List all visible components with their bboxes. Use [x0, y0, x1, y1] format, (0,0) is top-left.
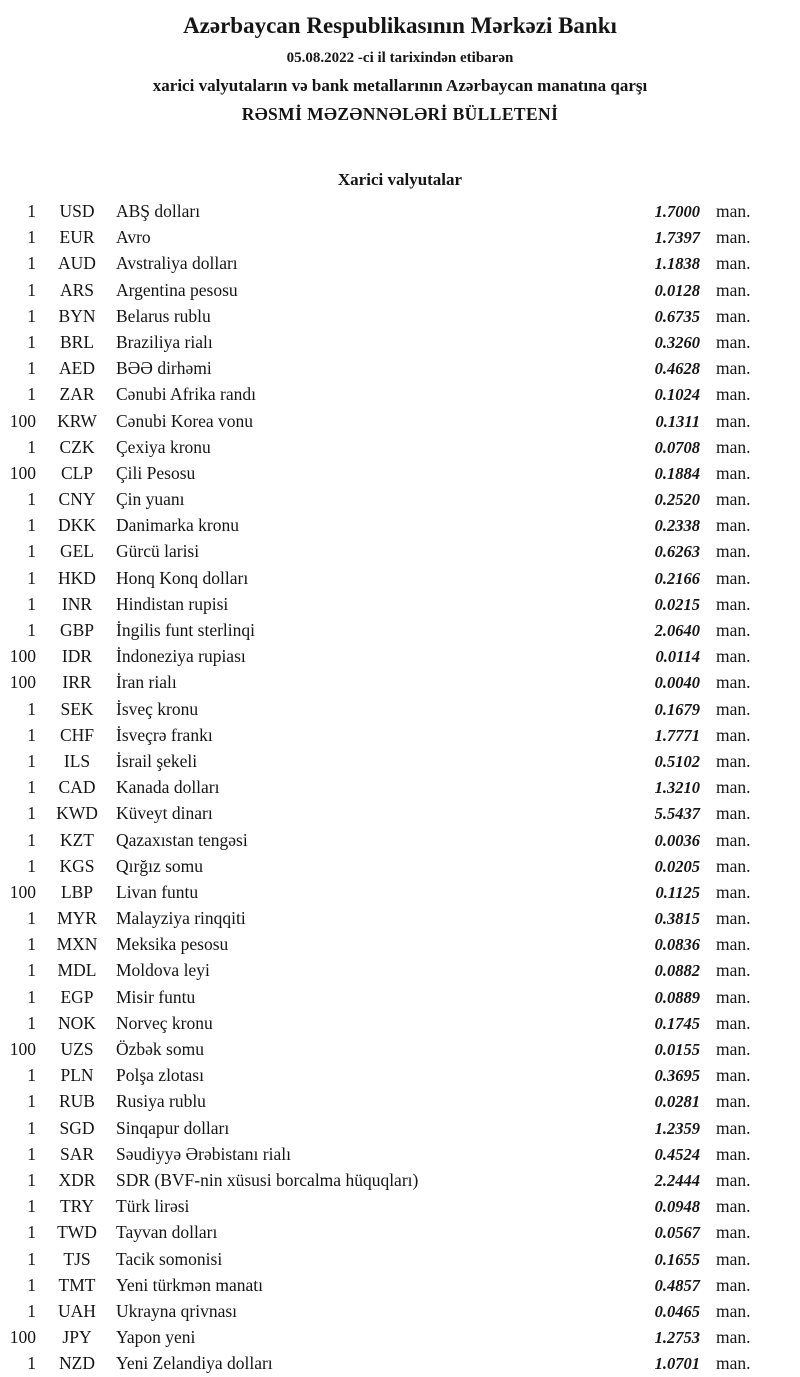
currency-row [0, 408, 800, 434]
currency-rate: 0.3695 [654, 1066, 700, 1086]
currency-rate: 0.4857 [654, 1275, 700, 1295]
currency-name: Livan funtu [116, 881, 199, 902]
currency-quantity: 1 [27, 279, 36, 300]
currency-code: CLP [60, 462, 94, 483]
currency-unit: man. [716, 777, 751, 798]
currency-name: Honq Konq dolları [116, 567, 249, 588]
currency-name: Cənubi Afrika randı [116, 384, 256, 405]
currency-code: GEL [59, 541, 95, 562]
currency-row [0, 460, 800, 486]
currency-rate: 1.2753 [654, 1328, 700, 1348]
currency-unit: man. [716, 672, 751, 693]
currency-quantity: 1 [27, 777, 36, 798]
currency-code: CNY [58, 489, 96, 510]
currency-unit: man. [716, 960, 751, 981]
currency-code: CAD [58, 777, 96, 798]
currency-rate: 1.0701 [654, 1354, 700, 1374]
currency-name: Çili Pesosu [116, 462, 196, 483]
currency-unit: man. [716, 1169, 751, 1190]
currency-row [0, 250, 800, 276]
currency-unit: man. [716, 201, 751, 221]
currency-name: İndoneziya rupiası [116, 646, 246, 667]
currency-name: Belarus rublu [116, 305, 211, 326]
currency-rate: 0.0948 [654, 1197, 700, 1217]
currency-code: TJS [63, 1248, 91, 1269]
currency-rate: 0.0040 [654, 673, 700, 693]
currency-quantity: 1 [27, 803, 36, 824]
currency-unit: man. [716, 803, 751, 824]
currency-rate: 0.0205 [654, 856, 700, 876]
currency-quantity: 1 [27, 960, 36, 981]
currency-code: RUB [59, 1091, 95, 1112]
currency-code: AUD [58, 253, 96, 274]
currency-name: Tayvan dolları [116, 1222, 218, 1243]
currency-quantity: 1 [27, 855, 36, 876]
currency-quantity: 1 [27, 829, 36, 850]
currency-unit: man. [716, 881, 751, 902]
currency-rate: 0.0708 [654, 437, 700, 457]
currency-code: KWD [56, 803, 98, 824]
currency-unit: man. [716, 750, 751, 771]
currency-name: İsveçrə frankı [116, 724, 213, 745]
currency-code: KZT [59, 829, 95, 850]
currency-unit: man. [716, 1300, 751, 1321]
currency-unit: man. [716, 620, 751, 640]
currency-row [0, 1219, 800, 1245]
currency-quantity: 100 [9, 646, 36, 667]
currency-unit: man. [716, 1196, 751, 1217]
currency-name: Yeni Zelandiya dolları [116, 1353, 273, 1374]
currency-row [0, 879, 800, 905]
currency-code: GBP [59, 620, 95, 640]
currency-quantity: 1 [27, 489, 36, 510]
currency-unit: man. [716, 855, 751, 876]
currency-quantity: 100 [9, 1039, 36, 1059]
currency-rate: 0.4628 [654, 359, 700, 379]
currency-row [0, 827, 800, 853]
currency-row [0, 512, 800, 538]
currency-row [0, 381, 800, 407]
currency-rate: 0.0889 [654, 987, 700, 1007]
currency-row [0, 538, 800, 564]
currency-unit: man. [716, 829, 751, 850]
currency-name: Kanada dolları [116, 777, 220, 798]
currency-code: UAH [58, 1300, 96, 1321]
currency-unit: man. [716, 462, 751, 483]
currency-row [0, 1010, 800, 1036]
currency-quantity: 1 [27, 384, 36, 405]
currency-rate: 0.3260 [654, 332, 700, 352]
currency-name: Ukrayna qrivnası [116, 1300, 238, 1321]
currency-unit: man. [716, 1222, 751, 1243]
currency-name: Sinqapur dolları [116, 1117, 230, 1138]
currency-row [0, 355, 800, 381]
currency-row [0, 198, 800, 224]
currency-name: Braziliya rialı [116, 331, 213, 352]
currency-rate: 0.1745 [654, 1013, 700, 1033]
currency-code: CZK [59, 436, 95, 457]
currency-code: EUR [59, 227, 95, 248]
currency-unit: man. [716, 593, 751, 614]
currency-name: Hindistan rupisi [116, 593, 229, 614]
currency-code: BRL [59, 331, 95, 352]
currency-code: MXN [56, 934, 98, 955]
currency-code: EGP [60, 986, 94, 1007]
currency-row [0, 1036, 800, 1062]
currency-quantity: 1 [27, 1143, 36, 1164]
currency-unit: man. [716, 1327, 751, 1348]
currency-name: Qırğız somu [116, 855, 204, 876]
currency-name: Yeni türkmən manatı [116, 1274, 263, 1295]
currency-row [0, 617, 800, 643]
currency-name: Cənubi Korea vonu [116, 410, 254, 431]
currency-code: KRW [57, 410, 97, 431]
currency-quantity: 1 [27, 698, 36, 719]
currency-quantity: 1 [27, 908, 36, 929]
currency-quantity: 1 [27, 515, 36, 536]
currency-quantity: 1 [27, 331, 36, 352]
currency-row [0, 722, 800, 748]
currency-quantity: 100 [9, 881, 36, 902]
effective-date-line: 05.08.2022 -ci il tarixindən etibarən [286, 50, 514, 66]
currency-quantity: 1 [27, 593, 36, 614]
currency-unit: man. [716, 305, 751, 326]
currency-name: Polşa zlotası [116, 1065, 204, 1086]
currency-name: İsrail şekeli [116, 750, 198, 771]
currency-code: BYN [58, 305, 96, 326]
currency-quantity: 100 [9, 672, 36, 693]
currency-code: SEK [60, 698, 94, 719]
currency-name: Çin yuanı [116, 489, 185, 510]
bulletin-title: RƏSMİ MƏZƏNNƏLƏRİ BÜLLETENİ [241, 104, 559, 124]
currency-name: Özbək somu [116, 1039, 204, 1059]
currency-row [0, 1141, 800, 1167]
currency-rate: 0.6735 [654, 306, 700, 326]
currency-quantity: 1 [27, 436, 36, 457]
currency-rate: 0.0281 [654, 1092, 700, 1112]
currency-rate: 2.2444 [654, 1170, 700, 1190]
currency-quantity: 1 [27, 1091, 36, 1112]
currency-rate: 0.6263 [654, 542, 700, 562]
currency-quantity: 1 [27, 620, 36, 640]
currency-name: Norveç kronu [116, 1012, 213, 1033]
currency-row [0, 1088, 800, 1114]
currency-row [0, 591, 800, 617]
currency-rate: 0.0882 [654, 961, 700, 981]
currency-code: NOK [58, 1012, 96, 1033]
currency-rate: 0.2520 [654, 490, 700, 510]
currency-quantity: 1 [27, 1117, 36, 1138]
currency-rate: 0.0114 [655, 647, 700, 667]
currency-code: IDR [61, 646, 93, 667]
currency-rate: 0.1024 [654, 385, 700, 405]
currency-code: PLN [60, 1065, 94, 1086]
bank-name: Azərbaycan Respublikasının Mərkəzi Bankı [183, 13, 617, 38]
currency-rate: 2.0640 [654, 621, 700, 640]
currency-code: JPY [62, 1327, 92, 1348]
currency-name: Yapon yeni [116, 1327, 196, 1348]
currency-code: UZS [60, 1039, 94, 1059]
currency-code: MYR [57, 908, 97, 929]
currency-name: İran rialı [116, 672, 177, 693]
currency-unit: man. [716, 410, 751, 431]
currency-quantity: 1 [27, 1012, 36, 1033]
currency-row [0, 1350, 800, 1376]
currency-row [0, 565, 800, 591]
currency-rate: 0.0215 [654, 594, 700, 614]
currency-quantity: 1 [27, 1196, 36, 1217]
currency-quantity: 1 [27, 1274, 36, 1295]
currency-rate: 0.0836 [654, 935, 700, 955]
currency-row [0, 984, 800, 1010]
currency-unit: man. [716, 1091, 751, 1112]
currency-unit: man. [716, 253, 751, 274]
currency-name: Malayziya rinqqiti [116, 908, 246, 929]
currency-quantity: 1 [27, 253, 36, 274]
currency-rate: 5.5437 [654, 804, 700, 824]
currency-rate: 0.0155 [654, 1040, 700, 1059]
currency-code: TWD [57, 1222, 97, 1243]
currency-quantity: 1 [27, 358, 36, 379]
currency-quantity: 1 [27, 1169, 36, 1190]
currency-unit: man. [716, 986, 751, 1007]
currency-code: TMT [58, 1274, 96, 1295]
currency-rate: 0.2166 [654, 568, 700, 588]
currency-code: MDL [57, 960, 97, 981]
currency-unit: man. [716, 724, 751, 745]
currency-row [0, 643, 800, 669]
currency-unit: man. [716, 934, 751, 955]
currency-rate: 1.2359 [654, 1118, 700, 1138]
currency-row [0, 800, 800, 826]
currency-row [0, 853, 800, 879]
currency-code: ILS [63, 750, 91, 771]
currency-quantity: 1 [27, 227, 36, 248]
currency-quantity: 1 [27, 1300, 36, 1321]
currency-unit: man. [716, 646, 751, 667]
currency-name: Qazaxıstan tengəsi [116, 829, 248, 850]
currency-rate: 0.5102 [654, 751, 700, 771]
currency-row [0, 1193, 800, 1219]
currency-unit: man. [716, 436, 751, 457]
currency-code: LBP [60, 881, 94, 902]
currency-rate: 1.3210 [654, 778, 700, 798]
currency-name: BƏƏ dirhəmi [116, 358, 212, 379]
currency-quantity: 1 [27, 1353, 36, 1374]
currency-quantity: 100 [9, 410, 36, 431]
currency-unit: man. [716, 567, 751, 588]
currency-unit: man. [716, 1143, 751, 1164]
currency-unit: man. [716, 1065, 751, 1086]
currency-row [0, 774, 800, 800]
currency-name: Tacik somonisi [116, 1248, 223, 1269]
currency-code: ZAR [59, 384, 95, 405]
currency-unit: man. [716, 908, 751, 929]
currency-quantity: 1 [27, 201, 36, 221]
currency-code: AED [59, 358, 95, 379]
currency-quantity: 1 [27, 934, 36, 955]
currency-name: Rusiya rublu [116, 1091, 206, 1112]
section-title-foreign-currencies: Xarici valyutalar [337, 170, 463, 189]
currency-row [0, 224, 800, 250]
currency-row [0, 434, 800, 460]
currency-unit: man. [716, 489, 751, 510]
currency-code: IRR [62, 672, 92, 693]
currency-code: ARS [59, 279, 95, 300]
currency-code: DKK [58, 515, 96, 536]
currency-rate: 1.7397 [654, 228, 700, 248]
currency-quantity: 1 [27, 1248, 36, 1269]
document-header [0, 12, 800, 125]
currency-rate: 0.0567 [654, 1223, 700, 1243]
currency-rate: 1.7771 [654, 725, 700, 745]
currency-rate: 0.4524 [654, 1144, 700, 1164]
currency-name: İsveç kronu [116, 698, 199, 719]
currency-table [0, 198, 800, 1376]
currency-quantity: 100 [9, 1327, 36, 1348]
currency-quantity: 1 [27, 724, 36, 745]
currency-name: Meksika pesosu [116, 934, 229, 955]
currency-rate: 0.1679 [654, 699, 700, 719]
currency-unit: man. [716, 358, 751, 379]
currency-name: Çexiya kronu [116, 436, 211, 457]
currency-unit: man. [716, 331, 751, 352]
currency-name: Avstraliya dolları [116, 253, 238, 274]
currency-code: SGD [59, 1117, 95, 1138]
currency-code: XDR [58, 1169, 96, 1190]
currency-quantity: 1 [27, 750, 36, 771]
currency-quantity: 1 [27, 305, 36, 326]
currency-row [0, 486, 800, 512]
currency-rate: 0.1311 [655, 411, 700, 431]
currency-rate: 1.7000 [654, 202, 700, 221]
currency-code: CHF [59, 724, 95, 745]
currency-quantity: 1 [27, 567, 36, 588]
currency-unit: man. [716, 279, 751, 300]
currency-code: HKD [58, 567, 96, 588]
currency-rate: 0.0036 [654, 830, 700, 850]
currency-quantity: 100 [9, 462, 36, 483]
currency-row [0, 931, 800, 957]
currency-quantity: 1 [27, 986, 36, 1007]
currency-row [0, 1272, 800, 1298]
currency-row [0, 1298, 800, 1324]
currency-rate: 0.0128 [654, 280, 700, 300]
currency-rate: 0.3815 [654, 909, 700, 929]
currency-row [0, 669, 800, 695]
currency-unit: man. [716, 515, 751, 536]
currency-row [0, 277, 800, 303]
currency-code: KGS [59, 855, 95, 876]
currency-quantity: 1 [27, 1065, 36, 1086]
currency-row [0, 329, 800, 355]
currency-row [0, 303, 800, 329]
currency-row [0, 1062, 800, 1088]
currency-row [0, 957, 800, 983]
currency-code: NZD [59, 1353, 95, 1374]
currency-unit: man. [716, 1248, 751, 1269]
currency-unit: man. [716, 698, 751, 719]
currency-quantity: 1 [27, 541, 36, 562]
currency-name: Moldova leyi [116, 960, 210, 981]
currency-name: ABŞ dolları [116, 201, 201, 221]
currency-unit: man. [716, 1117, 751, 1138]
currency-rate: 0.2338 [654, 516, 700, 536]
currency-name: SDR (BVF-nin xüsusi borcalma hüquqları) [116, 1169, 419, 1190]
currency-rate: 0.0465 [654, 1301, 700, 1321]
currency-row [0, 1324, 800, 1350]
currency-unit: man. [716, 227, 751, 248]
currency-row [0, 905, 800, 931]
currency-row [0, 1167, 800, 1193]
currency-unit: man. [716, 1039, 751, 1059]
currency-rate: 1.1838 [654, 254, 700, 274]
currency-unit: man. [716, 541, 751, 562]
currency-name: Türk lirəsi [116, 1196, 190, 1217]
currency-name: Gürcü larisi [116, 541, 200, 562]
currency-rate: 0.1655 [654, 1249, 700, 1269]
currency-name: Küveyt dinarı [116, 803, 213, 824]
currency-name: Argentina pesosu [116, 279, 238, 300]
currency-rate: 0.1884 [654, 463, 700, 483]
currency-name: Avro [116, 227, 151, 248]
currency-code: USD [59, 201, 95, 221]
subject-line: xarici valyutaların və bank metallarının Azərbaycan manatına qarşı [152, 76, 648, 95]
currency-code: TRY [59, 1196, 95, 1217]
currency-unit: man. [716, 1274, 751, 1295]
currency-row [0, 1246, 800, 1272]
currency-name: Danimarka kronu [116, 515, 239, 536]
currency-code: SAR [59, 1143, 95, 1164]
currency-row [0, 1115, 800, 1141]
currency-row [0, 696, 800, 722]
currency-quantity: 1 [27, 1222, 36, 1243]
currency-name: İngilis funt sterlinqi [116, 620, 256, 640]
currency-unit: man. [716, 384, 751, 405]
currency-code: INR [61, 593, 93, 614]
currency-row [0, 748, 800, 774]
currency-name: Səudiyyə Ərəbistanı rialı [116, 1143, 291, 1164]
currency-rate: 0.1125 [655, 882, 700, 902]
currency-unit: man. [716, 1353, 751, 1374]
currency-name: Misir funtu [116, 986, 196, 1007]
currency-unit: man. [716, 1012, 751, 1033]
